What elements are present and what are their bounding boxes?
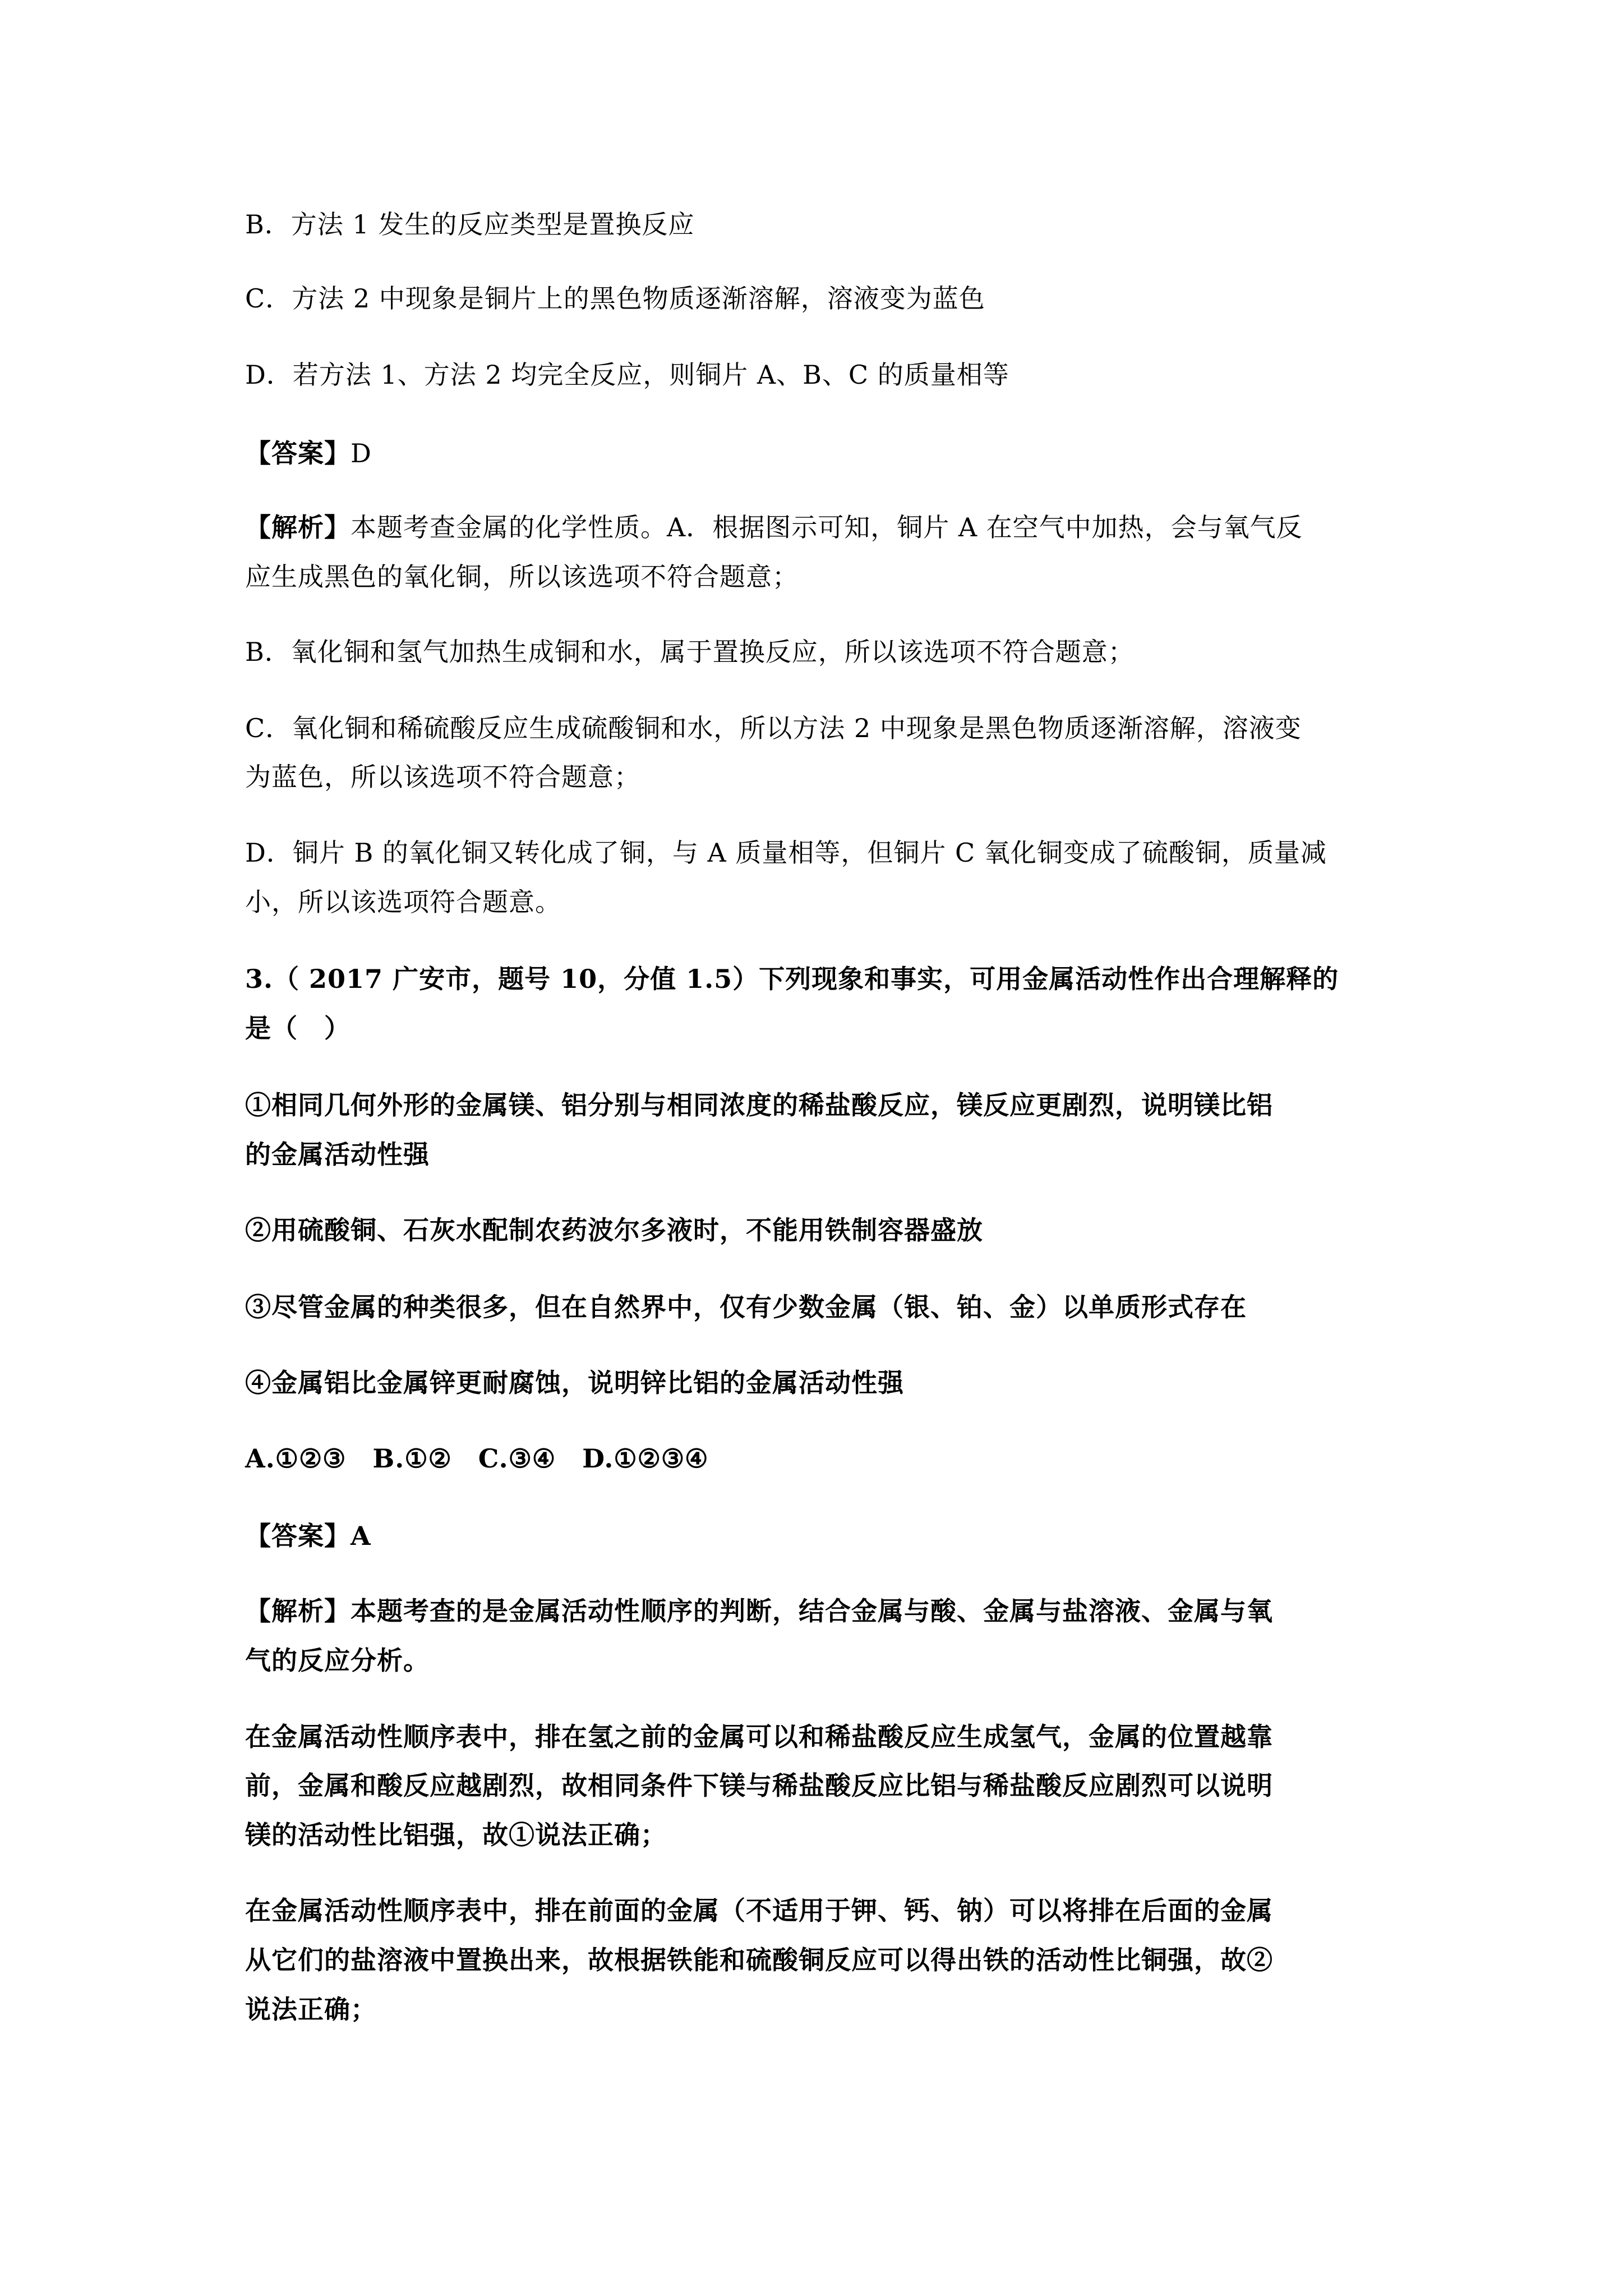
q2-analysis-line: 小，所以该选项符合题意。 xyxy=(245,887,561,917)
q2-analysis-line: D．铜片 B 的氧化铜又转化成了铜，与 A 质量相等，但铜片 C 氧化铜变成了硫酸铜，质量减 xyxy=(245,838,1327,868)
q2-answer xyxy=(245,436,1389,470)
q2-analysis-line xyxy=(245,510,1389,544)
answer-tag: 【答案】 xyxy=(245,1521,351,1551)
q2-analysis-line: 应生成黑色的氧化铜，所以该选项不符合题意； xyxy=(245,562,799,592)
q2-option-d: D．若方法 1、方法 2 均完全反应，则铜片 A、B、C 的质量相等 xyxy=(245,360,1009,390)
q3-choices: A.①②③ B.①② C.③④ D.①②③④ xyxy=(245,1443,709,1474)
analysis-tag: 【解析】 xyxy=(245,1596,351,1626)
q3-stem-line: 是（ ） xyxy=(245,1013,351,1043)
q3-statement-1: ①相同几何外形的金属镁、铝分别与相同浓度的稀盐酸反应，镁反应更剧烈，说明镁比铝 xyxy=(245,1090,1273,1120)
q3-analysis-para-1: 镁的活动性比铝强，故①说法正确； xyxy=(245,1820,667,1850)
q3-analysis-line: 气的反应分析。 xyxy=(245,1645,430,1676)
answer-tag: 【答案】 xyxy=(245,438,351,468)
q3-analysis-para-2: 说法正确； xyxy=(245,1994,377,2024)
q2-analysis-line: B．氧化铜和氢气加热生成铜和水，属于置换反应，所以该选项不符合题意； xyxy=(245,637,1135,667)
q3-analysis-para-2: 从它们的盐溶液中置换出来，故根据铁能和硫酸铜反应可以得出铁的活动性比铜强，故② xyxy=(245,1945,1273,1975)
analysis-text: 本题考查的是金属活动性顺序的判断，结合金属与酸、金属与盐溶液、金属与氧 xyxy=(351,1596,1273,1626)
answer-value: D xyxy=(351,438,372,468)
q2-option-c: C．方法 2 中现象是铜片上的黑色物质逐渐溶解，溶液变为蓝色 xyxy=(245,283,985,314)
q2-option-b: B．方法 1 发生的反应类型是置换反应 xyxy=(245,209,695,240)
q3-statement-4: ④金属铝比金属锌更耐腐蚀，说明锌比铝的金属活动性强 xyxy=(245,1368,904,1398)
q3-statement-2: ②用硫酸铜、石灰水配制农药波尔多液时，不能用铁制容器盛放 xyxy=(245,1215,983,1245)
q3-answer xyxy=(245,1519,1389,1553)
answer-value: A xyxy=(351,1521,371,1551)
analysis-text: 本题考查金属的化学性质。A．根据图示可知，铜片 A 在空气中加热，会与氧气反 xyxy=(351,512,1303,542)
q3-analysis-para-1: 在金属活动性顺序表中，排在氢之前的金属可以和稀盐酸反应生成氢气，金属的位置越靠 xyxy=(245,1722,1273,1752)
analysis-tag: 【解析】 xyxy=(245,512,351,542)
q3-statement-1-cont: 的金属活动性强 xyxy=(245,1139,430,1170)
q3-stem-line: 3.（ 2017 广安市，题号 10，分值 1.5）下列现象和事实，可用金属活动性作出合理解释的 xyxy=(245,964,1339,994)
q2-analysis-line: 为蓝色，所以该选项不符合题意； xyxy=(245,762,640,792)
q3-analysis-para-2: 在金属活动性顺序表中，排在前面的金属（不适用于钾、钙、钠）可以将排在后面的金属 xyxy=(245,1895,1273,1926)
q3-statement-3: ③尽管金属的种类很多，但在自然界中，仅有少数金属（银、铂、金）以单质形式存在 xyxy=(245,1292,1247,1322)
q2-analysis-line: C．氧化铜和稀硫酸反应生成硫酸铜和水，所以方法 2 中现象是黑色物质逐渐溶解，溶液变 xyxy=(245,713,1302,743)
q3-analysis-para-1: 前，金属和酸反应越剧烈，故相同条件下镁与稀盐酸反应比铝与稀盐酸反应剧烈可以说明 xyxy=(245,1770,1273,1801)
q3-analysis-line xyxy=(245,1594,1389,1628)
